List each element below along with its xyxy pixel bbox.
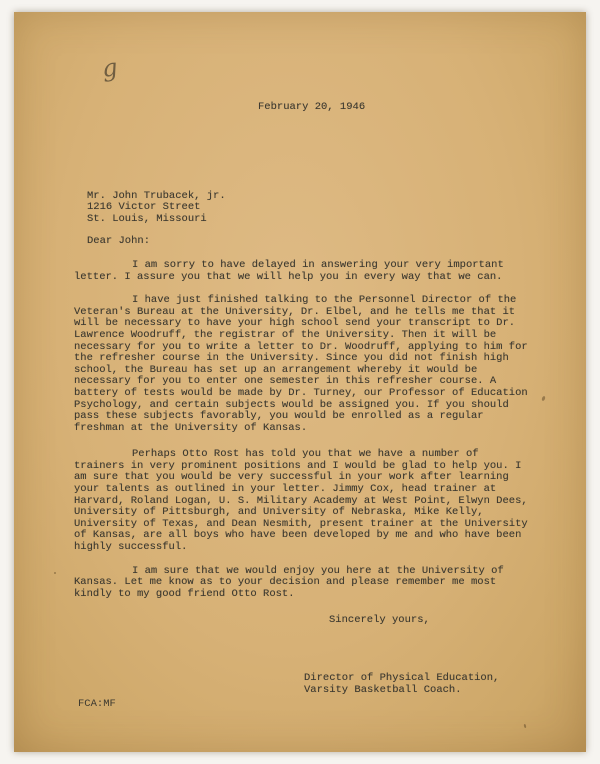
paragraph: Perhaps Otto Rost has told you that we have a number of trainers in very prominent positions and I would be glad to help you. I am sure that you would be very successful in your work after learning your talents as outlined in your letter. Jimmy Cox, head trainer at Harvard, Roland Logan, U. S. Military Academy at West Point, Elwyn Dees, University of Pittsburgh, and University of Nebraska, Mike Kelly, University of Texas, and Dean Nesmith, present trainer at the University of Kansas, are all boys who have been developed by me and who have been highly successful. <box>74 448 528 554</box>
salutation: Dear John: <box>87 235 151 248</box>
recipient-address <box>87 191 532 226</box>
letter-body <box>74 12 532 696</box>
paper-speck <box>541 396 546 402</box>
closing: Sincerely yours, <box>329 614 430 627</box>
signature-block <box>304 673 532 696</box>
recipient-city: St. Louis, Missouri <box>87 212 207 225</box>
recipient-street: 1216 Victor Street <box>87 201 201 214</box>
recipient-name: Mr. John Trubacek, jr. <box>87 189 226 202</box>
signature-title-2: Varsity Basketball Coach. <box>304 683 462 696</box>
paragraph: I have just finished talking to the Personnel Director of the Veteran's Bureau at the University, Dr. Elbel, and he tells me that it will be necessary to have your high school send your transcript to Dr. Lawrence Woodruff, the registrar of the University. Then it will be necessary for you to write a letter to Dr. Woodruff, applying to him for the refresher course in the University. Since you did not finish high school, the Bureau has set up an arrangement whereby it would be necessary for you to enter one semester in this refresher course. A battery of tests would be made by Dr. Turney, our Professor of Education Psychology, and certain subjects would be assigned you. If you should pass these subjects favorably, you would be enrolled as a regular freshman at the University of Kansas. <box>74 294 528 434</box>
paper-speck <box>524 724 527 728</box>
typist-initials: FCA:MF <box>78 698 116 710</box>
signature-title-1: Director of Physical Education, <box>304 672 500 684</box>
letter-paper <box>14 12 586 752</box>
paper-speck <box>54 572 56 574</box>
paragraph: I am sure that we would enjoy you here at the University of Kansas. Let me know as to your decision and please remember me most kindly to my good friend Otto Rost. <box>74 564 504 600</box>
letter-date: February 20, 1946 <box>258 101 366 113</box>
handwritten-mark: g <box>100 53 120 83</box>
paragraph: I am sorry to have delayed in answering your very important letter. I assure you that we will help you in every way that we can. <box>74 258 504 283</box>
